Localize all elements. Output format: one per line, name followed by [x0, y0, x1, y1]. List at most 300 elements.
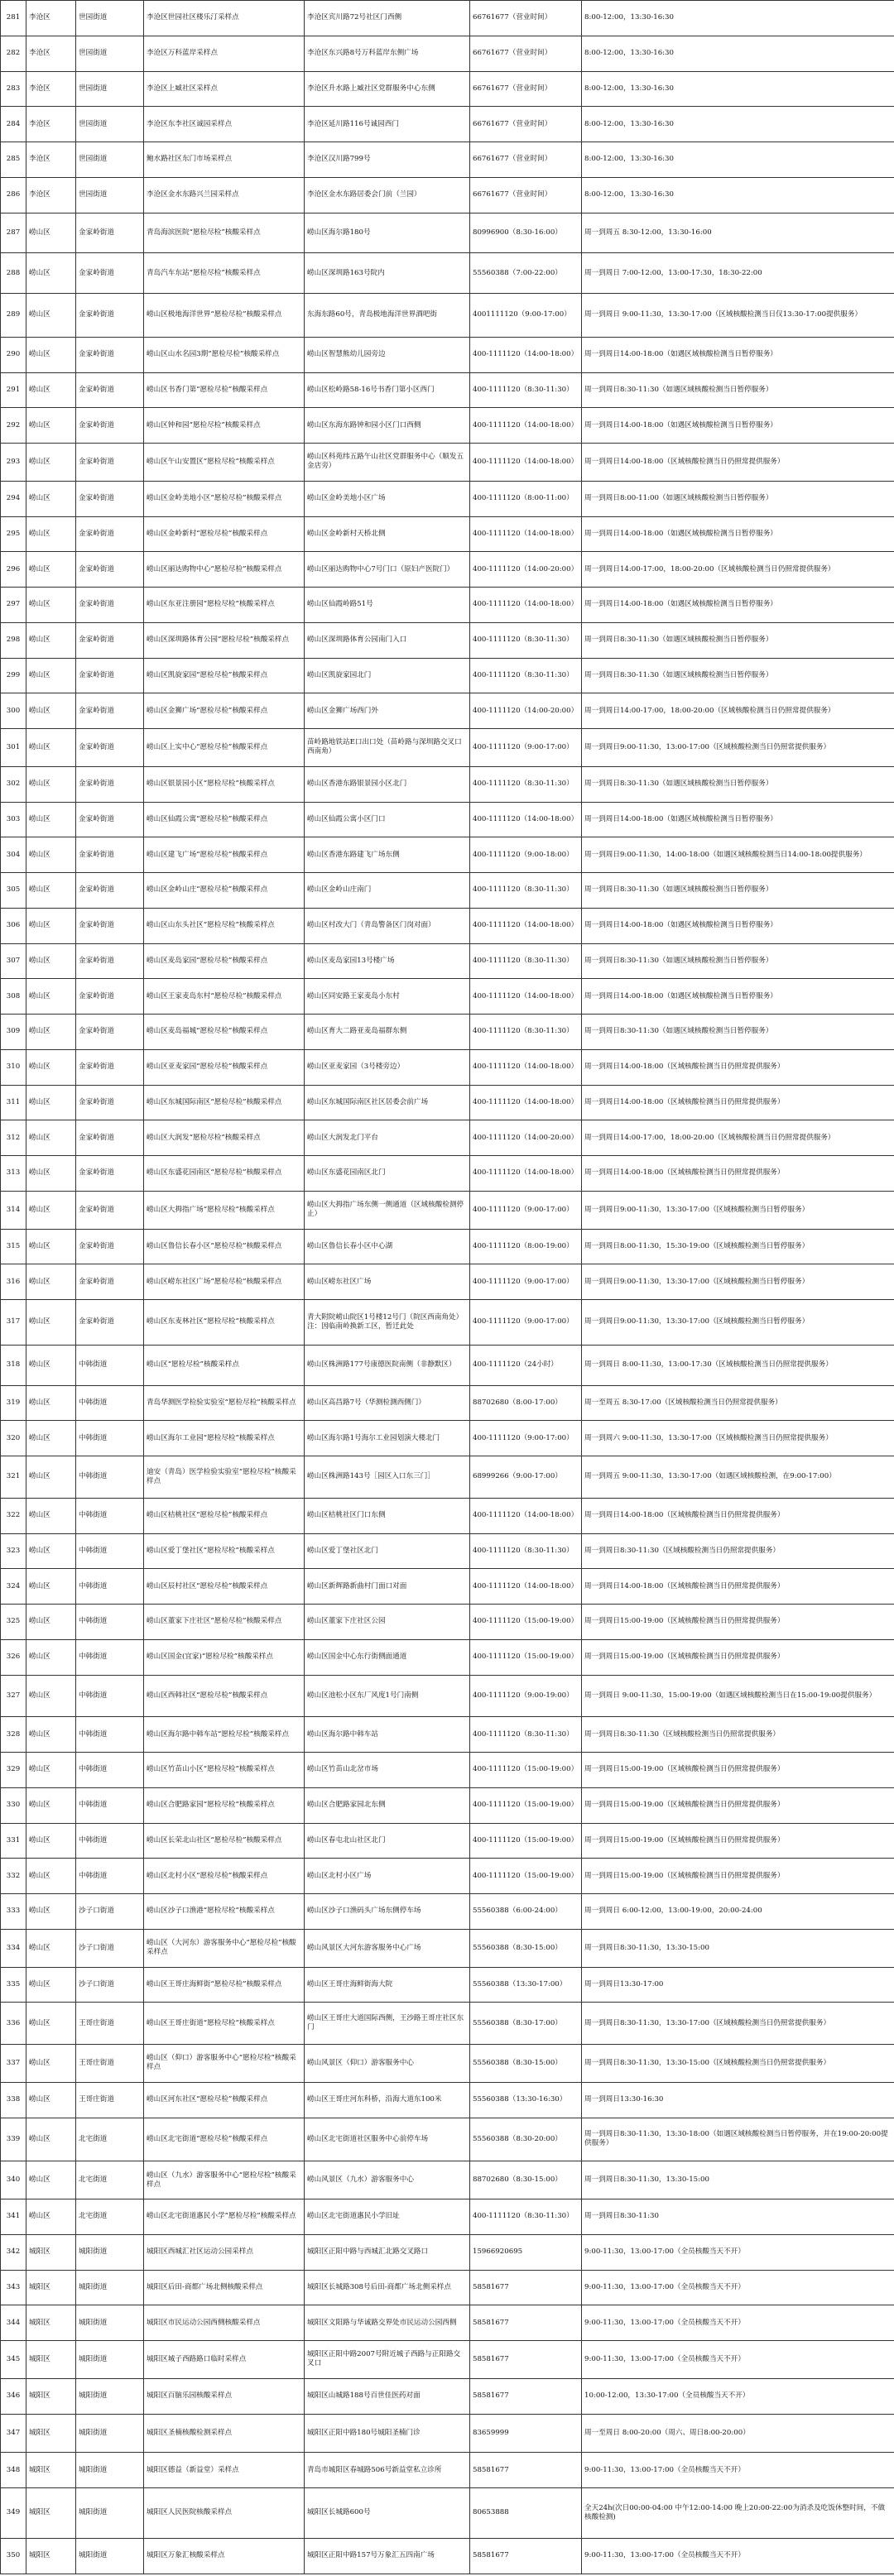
row-number: 334 — [1, 1929, 26, 1967]
address-cell: 城阳区正阳中路157号万象汇五四南广场 — [305, 2538, 470, 2574]
row-number: 327 — [1, 1675, 26, 1717]
table-row — [1, 213, 894, 253]
phone-cell: 400-1111120（9:00-17:00） — [470, 729, 582, 767]
hours-cell: 周一到周五 9:00-11:30，13:30-17:00（如遇区域核酸检测，在9:00-17:00） — [582, 1456, 894, 1499]
site-name-cell: 崂山区（大河东）游客服务中心“愿检尽检”核酸采样点 — [144, 1929, 305, 1967]
address-cell: 崂山区仙霞岭路51号 — [305, 588, 470, 623]
street-cell: 金家岭街道 — [76, 622, 144, 658]
district-cell: 崂山区 — [26, 1345, 76, 1385]
phone-cell: 400-1111120（8:00-11:00） — [470, 481, 582, 516]
phone-cell: 58581677 — [470, 2453, 582, 2488]
site-name-cell: 李沧区上臧社区采样点 — [144, 71, 305, 107]
street-cell: 王哥庄街道 — [76, 2045, 144, 2083]
district-cell: 崂山区 — [26, 1456, 76, 1499]
street-cell: 城阳街道 — [76, 2378, 144, 2414]
hours-cell: 9:00-11:30，13:00-17:00（全员核酸当天不开） — [582, 2305, 894, 2341]
hours-cell: 周一到周日8:30-11:30（如遇区域核酸检测当日暂停服务） — [582, 372, 894, 408]
district-cell: 崂山区 — [26, 693, 76, 729]
hours-cell: 周一到周日8:30-11:30，13:30-15:00（区域核酸检测当日仍照常提供服务） — [582, 2045, 894, 2083]
address-cell: 崂山区株洲路143号［园区入口东三门］ — [305, 1456, 470, 1499]
phone-cell: 400-1111120（9:00-17:00） — [470, 1421, 582, 1456]
hours-cell: 周一到周日 8:00-11:30，13:00-17:30（区域核酸检测当日仍照常提供服务） — [582, 1345, 894, 1385]
district-cell: 崂山区 — [26, 622, 76, 658]
street-cell: 金家岭街道 — [76, 1120, 144, 1156]
table-row — [1, 802, 894, 837]
row-number: 311 — [1, 1085, 26, 1120]
site-name-cell: 崂山区北宅街道惠民小学“愿检尽检”核酸采样点 — [144, 2199, 305, 2235]
phone-cell: 400-1111120（15:00-19:00） — [470, 1823, 582, 1859]
phone-cell: 66761677（营业时间） — [470, 177, 582, 213]
street-cell: 金家岭街道 — [76, 766, 144, 802]
address-cell: 崂山区金狮广场西门外 — [305, 693, 470, 729]
address-cell: 崂山区王哥庄大道国际西侧，王沙路王哥庄社区东门 — [305, 2003, 470, 2045]
site-name-cell: 崂山区国金(宜家)“愿检尽检”核酸采样点 — [144, 1639, 305, 1675]
row-number: 325 — [1, 1605, 26, 1640]
table-row — [1, 1639, 894, 1675]
row-number: 296 — [1, 552, 26, 588]
hours-cell: 周一到周日 7:00-12:00，13:00-17:30，18:30-22:00 — [582, 253, 894, 294]
address-cell: 崂山风景区（九水）游客服务中心 — [305, 2161, 470, 2199]
row-number: 349 — [1, 2488, 26, 2539]
address-cell: 崂山区育大二路亚麦岛福群东侧 — [305, 1015, 470, 1050]
street-cell: 中韩街道 — [76, 1717, 144, 1753]
hours-cell: 10:00-12:00，13:30-17:00（全员核酸当天不开） — [582, 2378, 894, 2414]
street-cell: 金家岭街道 — [76, 1191, 144, 1229]
hours-cell: 周一到周日8:30-11:30（如遇区域核酸检测当日暂停服务） — [582, 873, 894, 909]
row-number: 305 — [1, 873, 26, 909]
address-cell: 城阳区山城路188号百世佳医药对面 — [305, 2378, 470, 2414]
address-cell: 城阳区正阳中路2007号附近城子西路与正阳路交叉口 — [305, 2341, 470, 2379]
row-number: 300 — [1, 693, 26, 729]
phone-cell: 66761677（营业时间） — [470, 107, 582, 142]
street-cell: 金家岭街道 — [76, 943, 144, 979]
row-number: 318 — [1, 1345, 26, 1385]
row-number: 288 — [1, 253, 26, 294]
table-row — [1, 837, 894, 873]
hours-cell: 周一到周日14:00-18:00（如遇区域核酸检测当日暂停服务） — [582, 908, 894, 943]
address-cell: 崂山区株洲路177号康德医院南侧（非静默区） — [305, 1345, 470, 1385]
phone-cell: 55560388（8:30-17:00） — [470, 2003, 582, 2045]
hours-cell: 周一到周日8:00-11:30，15:30-19:00（区域核酸检测当日暂停服务） — [582, 1229, 894, 1264]
site-name-cell: 崂山区海尔路中韩车站“愿检尽检”核酸采样点 — [144, 1717, 305, 1753]
site-name-cell: 崂山区金岭新村“愿检尽检”核酸采样点 — [144, 516, 305, 552]
phone-cell: 400-1111120（8:00-19:00） — [470, 1229, 582, 1264]
phone-cell: 400-1111120（14:00-18:00） — [470, 516, 582, 552]
site-name-cell: 崂山区（仰口）游客服务中心“愿检尽检”核酸采样点 — [144, 2045, 305, 2083]
address-cell: 崂山区高昌路7号（华测检测西侧门） — [305, 1385, 470, 1421]
address-cell: 李沧区延川路116号诚园西门 — [305, 107, 470, 142]
street-cell: 金家岭街道 — [76, 408, 144, 444]
phone-cell: 400-1111120（14:00-20:00） — [470, 693, 582, 729]
hours-cell: 周一到周日8:00-11:00（如遇区域核酸检测当日暂停服务） — [582, 481, 894, 516]
hours-cell: 9:00-11:30，13:00-17:00（全员核酸当天不开） — [582, 2453, 894, 2488]
district-cell: 城阳区 — [26, 2305, 76, 2341]
row-number: 350 — [1, 2538, 26, 2574]
row-number: 324 — [1, 1569, 26, 1605]
site-name-cell: 李沧区东李社区诚园采样点 — [144, 107, 305, 142]
hours-cell: 周一到周日13:30-17:00 — [582, 1967, 894, 2003]
hours-cell: 周一到周日14:00-18:00（区域核酸检测当日仍照常提供服务） — [582, 1156, 894, 1192]
hours-cell: 周一到周日14:00-17:00，18:00-20:00（区域核酸检测当日仍照常提供服务） — [582, 1120, 894, 1156]
street-cell: 世园街道 — [76, 71, 144, 107]
district-cell: 崂山区 — [26, 552, 76, 588]
phone-cell: 400-1111120（14:00-18:00） — [470, 1085, 582, 1120]
table-row — [1, 943, 894, 979]
phone-cell: 400-1111120（8:30-11:30） — [470, 1717, 582, 1753]
hours-cell: 8:00-12:00，13:30-16:30 — [582, 1, 894, 36]
district-cell: 崂山区 — [26, 408, 76, 444]
table-row — [1, 1264, 894, 1300]
table-row — [1, 1967, 894, 2003]
street-cell: 金家岭街道 — [76, 552, 144, 588]
district-cell: 崂山区 — [26, 1929, 76, 1967]
street-cell: 中韩街道 — [76, 1605, 144, 1640]
row-number: 283 — [1, 71, 26, 107]
table-row — [1, 658, 894, 693]
site-name-cell: 城阳区西城汇社区运动公园采样点 — [144, 2234, 305, 2270]
row-number: 343 — [1, 2270, 26, 2305]
phone-cell: 83659999 — [470, 2414, 582, 2453]
phone-cell: 400-1111120（8:30-11:30） — [470, 2199, 582, 2235]
site-name-cell: 崂山区竹苗山小区“愿检尽检”核酸采样点 — [144, 1753, 305, 1788]
address-cell: 崂山区王哥庄河东科桥，沿海大道东100米 — [305, 2082, 470, 2118]
address-cell: 崂山区大润发北门平台 — [305, 1120, 470, 1156]
district-cell: 崂山区 — [26, 1085, 76, 1120]
address-cell: 崂山区金岭美地小区广场 — [305, 481, 470, 516]
street-cell: 金家岭街道 — [76, 372, 144, 408]
site-name-cell: 城阳区万象汇核酸采样点 — [144, 2538, 305, 2574]
row-number: 342 — [1, 2234, 26, 2270]
address-cell: 崂山区大拇指广场东侧一侧通道（区域核酸检测停止） — [305, 1191, 470, 1229]
site-name-cell: 崂山区银景园小区“愿检尽检”核酸采样点 — [144, 766, 305, 802]
address-cell: 崂山风景区大河东游客服务中心广场 — [305, 1929, 470, 1967]
hours-cell: 周一到周日14:00-18:00（区域核酸检测当日仍照常提供服务） — [582, 1049, 894, 1085]
district-cell: 崂山区 — [26, 2082, 76, 2118]
district-cell: 李沧区 — [26, 36, 76, 71]
phone-cell: 15966920695 — [470, 2234, 582, 2270]
row-number: 321 — [1, 1456, 26, 1499]
address-cell: 崂山区国金中心东行街侧面通道 — [305, 1639, 470, 1675]
row-number: 309 — [1, 1015, 26, 1050]
table-row — [1, 1753, 894, 1788]
site-name-cell: 崂山区北宅街道“愿检尽检”核酸采样点 — [144, 2118, 305, 2161]
row-number: 322 — [1, 1498, 26, 1533]
district-cell: 崂山区 — [26, 444, 76, 482]
district-cell: 崂山区 — [26, 943, 76, 979]
address-cell: 崂山区凯旋家园北门 — [305, 658, 470, 693]
site-name-cell: 崂山区爱丁堡社区“愿检尽检”核酸采样点 — [144, 1533, 305, 1569]
phone-cell: 400-1111120（14:00-18:00） — [470, 979, 582, 1015]
row-number: 333 — [1, 1894, 26, 1930]
street-cell: 北宅街道 — [76, 2199, 144, 2235]
row-number: 304 — [1, 837, 26, 873]
site-name-cell: 崂山区深圳路体育公园“愿检尽检”核酸采样点 — [144, 622, 305, 658]
district-cell: 崂山区 — [26, 1859, 76, 1894]
address-cell: 崂山区合肥路家园北东侧 — [305, 1787, 470, 1823]
district-cell: 崂山区 — [26, 1015, 76, 1050]
hours-cell: 周一到周日 9:00-11:30，15:00-19:00（如遇区域核酸检测当日在15:00-19:00提供服务） — [582, 1675, 894, 1717]
district-cell: 崂山区 — [26, 1967, 76, 2003]
table-row — [1, 1015, 894, 1050]
row-number: 290 — [1, 337, 26, 372]
address-cell: 崂山区海尔路1号海尔工业园划演大楼北门 — [305, 1421, 470, 1456]
address-cell: 李沧区东兴路8号万科蓝岸东侧广场 — [305, 36, 470, 71]
row-number: 310 — [1, 1049, 26, 1085]
table-row — [1, 2414, 894, 2453]
row-number: 317 — [1, 1300, 26, 1346]
row-number: 303 — [1, 802, 26, 837]
site-name-cell: 城阳区人民医院核酸采样点 — [144, 2488, 305, 2539]
phone-cell: 55560388（8:30-15:00） — [470, 2045, 582, 2083]
hours-cell: 周一到周日8:30-11:30 — [582, 2199, 894, 2235]
site-name-cell: 崂山区河东社区“愿检尽检”核酸采样点 — [144, 2082, 305, 2118]
district-cell: 崂山区 — [26, 2045, 76, 2083]
hours-cell: 周一到周日15:00-19:00（区域核酸检测当日仍照常提供服务） — [582, 1753, 894, 1788]
site-name-cell: 青岛华测医学检验实验室“愿检尽检”核酸采样点 — [144, 1385, 305, 1421]
hours-cell: 周一到周日14:00-18:00（区域核酸检测当日仍照常提供服务） — [582, 444, 894, 482]
table-row — [1, 142, 894, 178]
hours-cell: 周一到周日14:00-18:00（如遇区域核酸检测当日暂停服务） — [582, 337, 894, 372]
street-cell: 金家岭街道 — [76, 802, 144, 837]
row-number: 294 — [1, 481, 26, 516]
phone-cell: 66761677（营业时间） — [470, 142, 582, 178]
district-cell: 李沧区 — [26, 71, 76, 107]
hours-cell: 周一到周日14:00-17:00，18:00-20:00（区域核酸检测当日仍照常提供服务） — [582, 693, 894, 729]
site-name-cell: 崂山区西韩社区“愿检尽检”核酸采样点 — [144, 1675, 305, 1717]
site-name-cell: 崂山区辰村社区“愿检尽检”核酸采样点 — [144, 1569, 305, 1605]
district-cell: 李沧区 — [26, 1, 76, 36]
phone-cell: 400-1111120（14:00-18:00） — [470, 588, 582, 623]
site-name-cell: 崂山区董家下庄社区“愿检尽检”核酸采样点 — [144, 1605, 305, 1640]
table-row — [1, 1385, 894, 1421]
hours-cell: 周一到周日9:00-11:30，13:30-17:00（区域核酸检测当日暂停服务） — [582, 1300, 894, 1346]
table-row — [1, 1498, 894, 1533]
address-cell: 崂山区东海东路钟和园小区门口西侧 — [305, 408, 470, 444]
row-number: 312 — [1, 1120, 26, 1156]
phone-cell: 400-1111120（14:00-18:00） — [470, 1156, 582, 1192]
address-cell: 崂山区北宅街道社区服务中心前停车场 — [305, 2118, 470, 2161]
street-cell: 中韩街道 — [76, 1385, 144, 1421]
table-row — [1, 1569, 894, 1605]
hours-cell: 周一到周日8:30-11:30，13:30-17:00（区域核酸检测当日仍照常提供服务） — [582, 2003, 894, 2045]
site-name-cell: 崂山区沙子口渔港“愿检尽检”核酸采样点 — [144, 1894, 305, 1930]
hours-cell: 8:00-12:00，13:30-16:30 — [582, 36, 894, 71]
table-row — [1, 2199, 894, 2235]
table-row — [1, 2234, 894, 2270]
table-row — [1, 1675, 894, 1717]
address-cell: 崂山区科苑纬五路午山社区党群服务中心（顺发五金店旁） — [305, 444, 470, 482]
table-row — [1, 1717, 894, 1753]
street-cell: 金家岭街道 — [76, 873, 144, 909]
row-number: 326 — [1, 1639, 26, 1675]
phone-cell: 400-1111120（15:00-19:00） — [470, 1753, 582, 1788]
address-cell: 崂山区金岭山庄南门 — [305, 873, 470, 909]
row-number: 293 — [1, 444, 26, 482]
table-row — [1, 1456, 894, 1499]
address-cell: 李沧区金水东路居委会门前（兰园） — [305, 177, 470, 213]
address-cell: 青大附院崂山院区1号楼12号门（院区西南角处）注：因临南岭换新工区，暂迁此处 — [305, 1300, 470, 1346]
site-name-cell: 崂山区建飞广场“愿检尽检”核酸采样点 — [144, 837, 305, 873]
street-cell: 金家岭街道 — [76, 1015, 144, 1050]
table-body — [1, 1, 894, 2574]
hours-cell: 9:00-11:30，13:00-17:00（全员核酸当天不开） — [582, 2234, 894, 2270]
hours-cell: 周一到周日15:00-19:00（区域核酸检测当日仍照常提供服务） — [582, 1823, 894, 1859]
district-cell: 崂山区 — [26, 2161, 76, 2199]
street-cell: 中韩街道 — [76, 1345, 144, 1385]
phone-cell: 66761677（营业时间） — [470, 71, 582, 107]
table-row — [1, 1191, 894, 1229]
table-row — [1, 873, 894, 909]
address-cell: 崂山区麦岛家园13号楼广场 — [305, 943, 470, 979]
district-cell: 崂山区 — [26, 337, 76, 372]
address-cell: 崂山区香港东路银景园小区北门 — [305, 766, 470, 802]
street-cell: 城阳街道 — [76, 2453, 144, 2488]
street-cell: 世园街道 — [76, 1, 144, 36]
district-cell: 崂山区 — [26, 2199, 76, 2235]
hours-cell: 周一到周日15:00-19:00（区域核酸检测当日仍照常提供服务） — [582, 1787, 894, 1823]
table-row — [1, 1120, 894, 1156]
phone-cell: 400-1111120（15:00-19:00） — [470, 1605, 582, 1640]
district-cell: 城阳区 — [26, 2488, 76, 2539]
table-row — [1, 2082, 894, 2118]
hours-cell: 周一到周日8:30-11:30，13:30-15:00 — [582, 1929, 894, 1967]
street-cell: 世园街道 — [76, 177, 144, 213]
row-number: 295 — [1, 516, 26, 552]
hours-cell: 8:00-12:00，13:30-16:30 — [582, 107, 894, 142]
district-cell: 崂山区 — [26, 213, 76, 253]
hours-cell: 周一到周日9:00-11:30，14:00-18:00（如遇区域核酸检测当日14:00-18:00提供服务） — [582, 837, 894, 873]
district-cell: 崂山区 — [26, 1264, 76, 1300]
phone-cell: 58581677 — [470, 2270, 582, 2305]
district-cell: 城阳区 — [26, 2341, 76, 2379]
phone-cell: 58581677 — [470, 2378, 582, 2414]
address-cell: 崂山区董家下庄社区公园 — [305, 1605, 470, 1640]
address-cell: 崂山区东盛花园南区北门 — [305, 1156, 470, 1192]
phone-cell: 400-1111120（8:30-11:30） — [470, 873, 582, 909]
hours-cell: 周一到周日14:00-18:00（如遇区域核酸检测当日暂停服务） — [582, 516, 894, 552]
table-row — [1, 294, 894, 338]
hours-cell: 周一至周日 8:00-20:00（周六、周日8:00-20:00） — [582, 2414, 894, 2453]
street-cell: 城阳街道 — [76, 2414, 144, 2453]
hours-cell: 周一到周日8:30-11:30（区域核酸检测当日仍照常提供服务） — [582, 1533, 894, 1569]
street-cell: 金家岭街道 — [76, 213, 144, 253]
street-cell: 中韩街道 — [76, 1569, 144, 1605]
row-number: 337 — [1, 2045, 26, 2083]
street-cell: 世园街道 — [76, 36, 144, 71]
table-row — [1, 2270, 894, 2305]
row-number: 297 — [1, 588, 26, 623]
phone-cell: 400-1111120（8:30-11:30） — [470, 658, 582, 693]
table-row — [1, 729, 894, 767]
address-cell: 城阳区文阳路与华诚路交界处市民运动公园西侧 — [305, 2305, 470, 2341]
table-row — [1, 622, 894, 658]
street-cell: 王哥庄街道 — [76, 2082, 144, 2118]
phone-cell: 80653888 — [470, 2488, 582, 2539]
row-number: 348 — [1, 2453, 26, 2488]
site-name-cell: 青岛汽车东站“愿检尽检”核酸采样点 — [144, 253, 305, 294]
district-cell: 崂山区 — [26, 2118, 76, 2161]
row-number: 330 — [1, 1787, 26, 1823]
site-name-cell: 崂山区金狮广场“愿检尽检”核酸采样点 — [144, 693, 305, 729]
hours-cell: 周一到周日8:30-11:30（如遇区域核酸检测当日暂停服务） — [582, 658, 894, 693]
address-cell: 崂山区北宅街道惠民小学旧址 — [305, 2199, 470, 2235]
district-cell: 崂山区 — [26, 588, 76, 623]
street-cell: 王哥庄街道 — [76, 2003, 144, 2045]
row-number: 320 — [1, 1421, 26, 1456]
address-cell: 崂山区松岭路58-16号书香门第小区西门 — [305, 372, 470, 408]
street-cell: 金家岭街道 — [76, 253, 144, 294]
row-number: 347 — [1, 2414, 26, 2453]
district-cell: 崂山区 — [26, 1533, 76, 1569]
district-cell: 崂山区 — [26, 1717, 76, 1753]
table-row — [1, 1229, 894, 1264]
table-row — [1, 1533, 894, 1569]
district-cell: 城阳区 — [26, 2234, 76, 2270]
address-cell: 崂山区竹苗山北岔市场 — [305, 1753, 470, 1788]
district-cell: 崂山区 — [26, 1894, 76, 1930]
row-number: 313 — [1, 1156, 26, 1192]
address-cell: 崂山区仙霞公寓小区门口 — [305, 802, 470, 837]
row-number: 344 — [1, 2305, 26, 2341]
street-cell: 北宅街道 — [76, 2118, 144, 2161]
site-name-cell: 崂山区山水名园3期“愿检尽检”核酸采样点 — [144, 337, 305, 372]
hours-cell: 周一到周日14:00-18:00（如遇区域核酸检测当日暂停服务） — [582, 802, 894, 837]
address-cell: 李沧区宾川路72号社区门西侧 — [305, 1, 470, 36]
site-name-cell: 崂山区东盛花园南区“愿检尽检”核酸采样点 — [144, 1156, 305, 1192]
street-cell: 中韩街道 — [76, 1675, 144, 1717]
site-name-cell: 崂山区桔桃社区“愿检尽检”核酸采样点 — [144, 1498, 305, 1533]
district-cell: 崂山区 — [26, 1049, 76, 1085]
table-row — [1, 552, 894, 588]
phone-cell: 58581677 — [470, 2538, 582, 2574]
row-number: 307 — [1, 943, 26, 979]
address-cell: 城阳区正阳中路180号城阳圣楠门诊 — [305, 2414, 470, 2453]
phone-cell: 400-1111120（14:00-20:00） — [470, 552, 582, 588]
table-row — [1, 2538, 894, 2574]
hours-cell: 周一到周日 6:00-12:00，13:00-19:00，20:00-24:00 — [582, 1894, 894, 1930]
site-name-cell: 崂山区鲁信长春小区“愿检尽检”核酸采样点 — [144, 1229, 305, 1264]
phone-cell: 66761677（营业时间） — [470, 36, 582, 71]
phone-cell: 400-1111120（14:00-18:00） — [470, 908, 582, 943]
hours-cell: 周一到周日14:00-18:00（如遇区域核酸检测当日暂停服务） — [582, 979, 894, 1015]
phone-cell: 400-1111120（9:00-17:00） — [470, 1191, 582, 1229]
hours-cell: 周一到周五 8:30-12:00，13:30-16:00 — [582, 213, 894, 253]
table-row — [1, 2118, 894, 2161]
hours-cell: 周一至周五 8:30-17:00（区域核酸检测当日仍照常提供服务） — [582, 1385, 894, 1421]
district-cell: 崂山区 — [26, 1191, 76, 1229]
hours-cell: 全天24h(次日00:00-04:00 中午12:00-14:00 晚上20:00-22:00为消杀及吃饭休整时间，不做核酸检测) — [582, 2488, 894, 2539]
site-name-cell: 崂山区东亚注册园“愿检尽检”核酸采样点 — [144, 588, 305, 623]
address-cell: 李沧区升水路上臧社区党群服务中心东侧 — [305, 71, 470, 107]
table-row — [1, 481, 894, 516]
address-cell: 崂山区春屯北山社区北门 — [305, 1823, 470, 1859]
street-cell: 城阳街道 — [76, 2305, 144, 2341]
hours-cell: 周一到周日14:00-18:00（如遇区域核酸检测当日暂停服务） — [582, 408, 894, 444]
phone-cell: 4001111120（9:00-17:00） — [470, 294, 582, 338]
hours-cell: 周一到周日9:00-11:30，13:30-17:00（区域核酸检测当日暂停服务） — [582, 1264, 894, 1300]
site-name-cell: 城阳区德益（新益堂）采样点 — [144, 2453, 305, 2488]
district-cell: 崂山区 — [26, 873, 76, 909]
street-cell: 中韩街道 — [76, 1456, 144, 1499]
table-row — [1, 2305, 894, 2341]
hours-cell: 8:00-12:00，13:30-16:30 — [582, 142, 894, 178]
phone-cell: 58581677 — [470, 2305, 582, 2341]
phone-cell: 400-1111120（14:00-18:00） — [470, 408, 582, 444]
hours-cell: 周一到周日15:00-19:00（区域核酸检测当日仍照常提供服务） — [582, 1639, 894, 1675]
row-number: 316 — [1, 1264, 26, 1300]
table-row — [1, 1421, 894, 1456]
district-cell: 李沧区 — [26, 142, 76, 178]
